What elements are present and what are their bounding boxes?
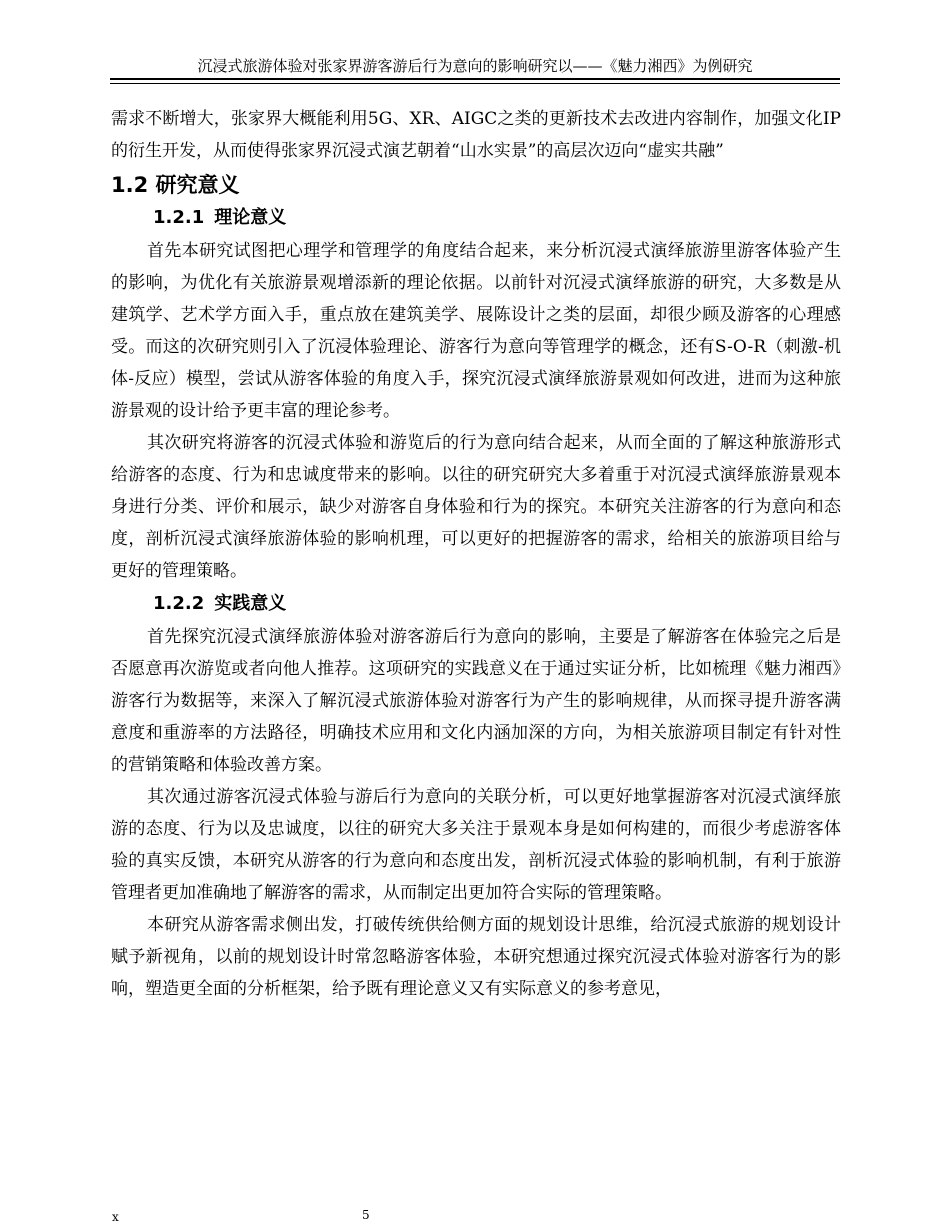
paragraph: 首先本研究试图把心理学和管理学的角度结合起来，来分析沉浸式演绎旅游里游客体验产生的影响，为优化有关旅游景观增添新的理论依据。以前针对沉浸式演绎旅游的研究，大多数是从建筑学、艺术学方面入手，重点放在建筑美学、展陈设计之类的层面，却很少顾及游客的心理感受。而这的次研究则引入了沉浸体验理论、游客行为意向等管理学的概念，还有S-O-R（刺激-机体-反应）模型，尝试从游客体验的角度入手，探究沉浸式演绎旅游景观如何改进，进而为这种旅游景观的设计给予更丰富的理论参考。 (111, 241, 841, 421)
subsection-heading-1-2-1 (111, 201, 841, 235)
paragraph: 其次研究将游客的沉浸式体验和游览后的行为意向结合起来，从而全面的了解这种旅游形式给游客的态度、行为和忠诚度带来的影响。以往的研究研究大多着重于对沉浸式演绎旅游景观本身进行分类、评价和展示，缺少对游客自身体验和行为的探究。本研究关注游客的行为意向和态度，剖析沉浸式演绎旅游体验的影响机理，可以更好的把握游客的需求，给相关的旅游项目给与更好的管理策略。 (111, 433, 841, 581)
paragraph: 首先探究沉浸式演绎旅游体验对游客游后行为意向的影响，主要是了解游客在体验完之后是否愿意再次游览或者向他人推荐。这项研究的实践意义在于通过实证分析，比如梳理《魅力湘西》游客行为数据等，来深入了解沉浸式旅游体验对游客行为产生的影响规律，从而探寻提升游客满意度和重游率的方法路径，明确技术应用和文化内涵加深的方向，为相关旅游项目制定有针对性的营销策略和体验改善方案。 (111, 627, 841, 775)
page-number: 5 (362, 1208, 370, 1222)
section-heading-1-2: 1.2 研究意义 (111, 173, 240, 197)
subsection-heading-1-2-2 (111, 587, 841, 621)
subsection-number: 1.2.2 (153, 593, 205, 614)
subsection-title: 理论意义 (214, 207, 287, 228)
footer-mark: x (112, 1210, 119, 1224)
paragraph: 其次通过游客沉浸式体验与游后行为意向的关联分析，可以更好地掌握游客对沉浸式演绎旅游的态度、行为以及忠诚度，以往的研究大多关注于景观本身是如何构建的，而很少考虑游客体验的真实反馈，本研究从游客的行为意向和态度出发，剖析沉浸式体验的影响机制，有利于旅游管理者更加准确地了解游客的需求，从而制定出更加符合实际的管理策略。 (111, 787, 841, 903)
header-rule-thin (110, 83, 840, 84)
paragraph: 本研究从游客需求侧出发，打破传统供给侧方面的规划设计思维，给沉浸式旅游的规划设计赋予新视角，以前的规划设计时常忽略游客体验，本研究想通过探究沉浸式体验对游客行为的影响，塑造更全面的分析框架，给予既有理论意义又有实际意义的参考意见， (111, 915, 841, 999)
page-body (111, 103, 841, 1005)
subsection-number: 1.2.1 (153, 207, 205, 228)
subsection-title: 实践意义 (214, 593, 287, 614)
intro-paragraph: 需求不断增大，张家界大概能利用5G、XR、AIGC之类的更新技术去改进内容制作，加强文化IP的衍生开发，从而使得张家界沉浸式演艺朝着“山水实景”的高层次迈向“虚实共融” (111, 109, 841, 161)
running-header: 沉浸式旅游体验对张家界游客游后行为意向的影响研究以——《魅力湘西》为例研究 (197, 57, 753, 75)
header-rule-thick (110, 78, 840, 80)
